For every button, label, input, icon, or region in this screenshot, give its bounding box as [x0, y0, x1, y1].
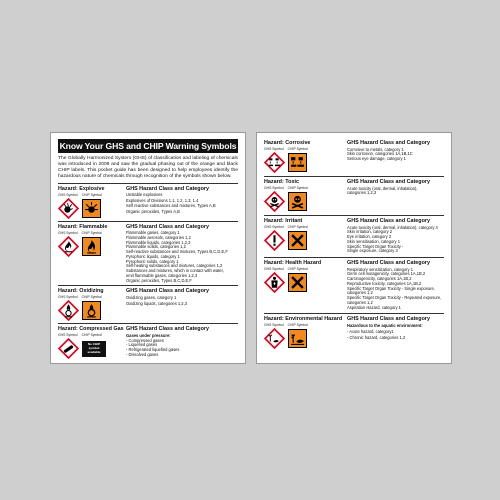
corrosive-chip-icon: [288, 153, 307, 172]
exclamation-ghs-icon: [264, 230, 285, 251]
class-heading: GHS Hazard Class and Category: [347, 218, 430, 224]
right-guide-card: [256, 132, 452, 364]
class-line: Self-heating substances and mixtures, categories 1,2: [126, 263, 223, 269]
explosive-ghs-icon: [58, 198, 79, 219]
ghs-symbol-label: GHS Symbol: [264, 323, 284, 328]
hazard-title: Hazard: Health Hazard: [264, 260, 322, 266]
class-heading: GHS Hazard Class and Category: [126, 185, 209, 192]
skull-ghs-icon: [264, 191, 285, 212]
class-line: Substances and mixtures, which in contact with water,: [126, 268, 224, 274]
class-line: categories 1,2: [347, 290, 373, 296]
flame-ghs-icon: [58, 236, 79, 257]
health-hazard-ghs-icon: [264, 272, 285, 293]
hazard-title: Hazard: Toxic: [264, 179, 299, 185]
class-line: Flammable gases, category 1: [126, 230, 180, 236]
class-line: Carcinogenicity, categories 1A,1B,2: [347, 276, 412, 281]
chip-note-line: No CHIP: [87, 342, 101, 347]
skull-chip-icon: [288, 192, 307, 211]
class-line: - Refrigerated liquefied gases: [126, 347, 180, 353]
ghs-symbol-label: GHS Symbol: [58, 295, 78, 300]
class-line: - Acute hazard, category1: [347, 329, 394, 334]
class-line: - Liquefied gases: [126, 342, 158, 348]
section-toxic: [264, 176, 444, 212]
class-line: Oxidizing liquids, categories 1,2,3: [126, 301, 187, 307]
hazard-title: Hazard: Oxidizing: [58, 288, 104, 295]
section-corrosive: [264, 138, 444, 173]
ghs-symbol-label: GHS Symbol: [264, 267, 284, 271]
section-health-hazard: [264, 257, 444, 310]
cross-chip-icon: [288, 231, 307, 250]
class-heading: GHS Hazard Class and Category: [126, 288, 209, 295]
chip-symbol-label: CHIP Symbol: [287, 186, 308, 190]
class-heading: GHS Hazard Class and Category: [126, 326, 209, 333]
oxidizing-ghs-icon: [58, 300, 79, 321]
class-line: Organic peroxides, Types B,C,D,E,F: [126, 277, 192, 283]
section-compressed-gas: [58, 323, 238, 359]
chip-symbol-label: CHIP Symbol: [287, 147, 308, 151]
class-line: - Compressed gases: [126, 337, 164, 343]
flame-chip-icon: [82, 237, 101, 256]
guide-title: Know Your GHS and CHIP Warning Symbols: [59, 141, 237, 151]
class-line: Acute toxicity (oral, dermal, inhalation), category 4: [347, 224, 438, 230]
class-line: Explosives of Divisions 1.1, 1.2, 1.3, 1.4: [126, 198, 199, 204]
chip-note-line: available: [87, 349, 101, 354]
class-line: Organic peroxides, Types A,B: [126, 209, 180, 215]
section-irritant: [264, 215, 444, 254]
class-heading: GHS Hazard Class and Category: [347, 316, 430, 323]
class-subheading: Hazardous to the aquatic environment:: [347, 322, 423, 328]
hazard-title: Hazard: Explosive: [58, 185, 105, 192]
class-line: emit flammable gases, categories 1,2,3: [126, 272, 198, 278]
chip-symbol-label: CHIP Symbol: [81, 230, 102, 235]
class-line: Specific Target Organ Toxicity - Single exposure,: [347, 285, 435, 291]
class-heading: GHS Hazard Class and Category: [347, 260, 430, 266]
hazard-title: Hazard: Corrosive: [264, 140, 311, 146]
class-line: Self reactive substances and mixtures, Types A,B: [126, 203, 216, 209]
class-line: Flammable solids, categories 1,2: [126, 244, 186, 250]
hazard-title: Hazard: Compressed Gas: [58, 326, 124, 333]
corrosive-ghs-icon: [264, 152, 285, 173]
chip-note-line: symbol: [88, 346, 100, 351]
class-line: Germ cell mutagenicity, categories 1A,1B,2: [347, 271, 426, 277]
ghs-symbol-label: GHS Symbol: [58, 230, 78, 235]
class-line: Flammable liquids, categories 1,2,3: [126, 239, 191, 245]
class-line: Skin sensitisation, category 1: [347, 238, 401, 244]
class-line: Oxidizing gases, category 1: [126, 294, 177, 300]
no-chip-symbol-box: [82, 341, 106, 357]
class-line: Pyrophoric liquids, category 1: [126, 253, 180, 259]
section-oxidizing: [58, 285, 238, 321]
class-line: Specific Target Organ Toxicity - Repeated exposure,: [347, 295, 442, 300]
section-environmental-hazard: [264, 313, 444, 349]
class-line: Corrosive to metals, category 1: [347, 146, 404, 152]
explosive-chip-icon: [82, 199, 101, 218]
section-flammable: [58, 221, 238, 284]
class-line: Single exposure, category 3: [347, 248, 398, 254]
chip-symbol-label: CHIP Symbol: [81, 192, 102, 197]
class-subheading: Gases under pressure:: [126, 332, 171, 338]
chip-symbol-label: CHIP Symbol: [287, 323, 308, 328]
guide-intro: The Globally Harmonized System (GHS) of classification and labeling of chemicals was introduced in 2009 and saw the gradual phasing out of the orange and black CHIP labels. This pocket guide has been designed to help employees identify the hazardous nature of chemicals through recognition of the symbols shown below.: [58, 156, 238, 179]
environment-chip-icon: [288, 329, 307, 348]
class-line: Unstable explosives: [126, 192, 163, 198]
class-line: Eye irritation, category 2: [347, 234, 392, 239]
ghs-symbol-label: GHS Symbol: [58, 192, 78, 197]
class-line: Flammable aerosols, categories 1,2: [126, 234, 191, 240]
class-heading: GHS Hazard Class and Category: [347, 179, 430, 185]
chip-symbol-label: CHIP Symbol: [81, 333, 102, 338]
class-heading: GHS Hazard Class and Category: [347, 140, 430, 146]
section-explosive: [58, 183, 238, 219]
class-line: - Dissolved gases: [126, 351, 159, 357]
class-line: Reproductive toxicity, categories 1A,1B,2: [347, 280, 422, 286]
cross-chip-icon: [288, 273, 307, 292]
ghs-symbol-label: GHS Symbol: [264, 147, 284, 151]
chip-symbol-label: CHIP Symbol: [287, 225, 308, 229]
class-line: Serious eye damage, category 1: [347, 156, 406, 161]
class-line: Specific Target Organ Toxicity -: [347, 243, 404, 249]
ghs-symbol-label: GHS Symbol: [58, 333, 78, 338]
class-line: categories 1,2,3: [347, 190, 377, 196]
class-heading: GHS Hazard Class and Category: [126, 223, 209, 230]
left-guide-card: [50, 132, 246, 364]
hazard-title: Hazard: Flammable: [58, 223, 108, 230]
chip-symbol-label: CHIP Symbol: [81, 295, 102, 300]
class-line: - Chronic hazard, categories 1,2: [347, 335, 406, 341]
class-line: Self-reactive substances and mixtures, Types B,C,D,E,F: [126, 249, 228, 255]
ghs-symbol-label: GHS Symbol: [264, 225, 284, 229]
class-line: Respiratory sensitization, category 1: [347, 266, 413, 272]
class-line: Aspiration Hazard, category 1: [347, 304, 401, 310]
class-line: Pyrophoric solids, category 1: [126, 258, 179, 264]
environment-ghs-icon: [264, 328, 285, 349]
hazard-title: Hazard: Environmental Hazard: [264, 316, 343, 323]
hazard-title: Hazard: Irritant: [264, 218, 303, 224]
oxidizing-chip-icon: [82, 301, 101, 320]
chip-symbol-label: CHIP Symbol: [287, 267, 308, 271]
class-line: Skin irritation, category 2: [347, 229, 393, 235]
class-line: Acute toxicity (oral, dermal, inhalation),: [347, 185, 418, 191]
class-line: Skin corrosion, categories 1A,1B,1C: [347, 151, 413, 157]
class-line: categories 1,2: [347, 299, 373, 305]
gas-cylinder-ghs-icon: [58, 338, 79, 359]
ghs-symbol-label: GHS Symbol: [264, 186, 284, 190]
